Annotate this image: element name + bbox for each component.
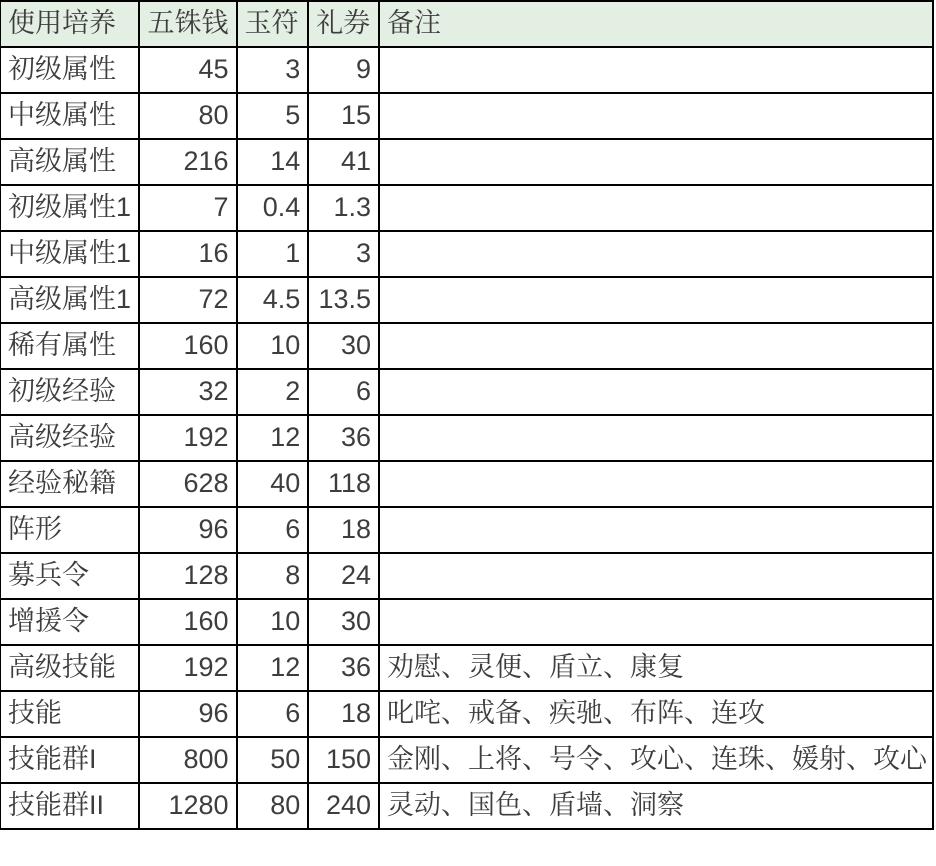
table-row — [0, 93, 933, 139]
row-label-cell: 增援令 — [0, 599, 139, 645]
row-label-cell: 高级技能 — [0, 645, 139, 691]
table-row — [0, 645, 933, 691]
wuzhu-value-cell: 96 — [139, 507, 236, 553]
table-row — [0, 185, 933, 231]
row-label-cell: 高级属性1 — [0, 277, 139, 323]
wuzhu-value-cell: 192 — [139, 645, 236, 691]
yufu-value-cell: 4.5 — [237, 277, 309, 323]
table-row — [0, 139, 933, 185]
wuzhu-value-cell: 96 — [139, 691, 236, 737]
table-row — [0, 553, 933, 599]
wuzhu-value-cell: 1280 — [139, 783, 236, 829]
row-label-cell: 高级属性 — [0, 139, 139, 185]
yufu-value-cell: 3 — [237, 47, 309, 93]
table-row — [0, 599, 933, 645]
yufu-value-cell: 12 — [237, 645, 309, 691]
liquan-value-cell: 36 — [308, 415, 379, 461]
table-row — [0, 323, 933, 369]
yufu-value-cell: 50 — [237, 737, 309, 783]
remark-cell: 灵动、国色、盾墙、洞察 — [379, 783, 933, 829]
row-label-cell: 技能群II — [0, 783, 139, 829]
table-row — [0, 737, 933, 783]
yufu-value-cell: 2 — [237, 369, 309, 415]
remark-cell — [379, 461, 933, 507]
liquan-value-cell: 18 — [308, 507, 379, 553]
header-cell-usage: 使用培养 — [0, 1, 139, 47]
row-label-cell: 初级属性1 — [0, 185, 139, 231]
header-cell-remark: 备注 — [379, 1, 933, 47]
yufu-value-cell: 12 — [237, 415, 309, 461]
yufu-value-cell: 80 — [237, 783, 309, 829]
liquan-value-cell: 41 — [308, 139, 379, 185]
yufu-value-cell: 1 — [237, 231, 309, 277]
table-row — [0, 783, 933, 829]
liquan-value-cell: 13.5 — [308, 277, 379, 323]
remark-cell: 金刚、上将、号令、攻心、连珠、媛射、攻心 — [379, 737, 933, 783]
row-label-cell: 经验秘籍 — [0, 461, 139, 507]
liquan-value-cell: 24 — [308, 553, 379, 599]
table-row — [0, 231, 933, 277]
liquan-value-cell: 6 — [308, 369, 379, 415]
wuzhu-value-cell: 160 — [139, 323, 236, 369]
yufu-value-cell: 10 — [237, 323, 309, 369]
liquan-value-cell: 240 — [308, 783, 379, 829]
liquan-value-cell: 15 — [308, 93, 379, 139]
wuzhu-value-cell: 45 — [139, 47, 236, 93]
liquan-value-cell: 118 — [308, 461, 379, 507]
remark-cell — [379, 185, 933, 231]
yufu-value-cell: 10 — [237, 599, 309, 645]
table-row — [0, 461, 933, 507]
row-label-cell: 技能 — [0, 691, 139, 737]
remark-cell — [379, 599, 933, 645]
yufu-value-cell: 14 — [237, 139, 309, 185]
remark-cell: 叱咤、戒备、疾驰、布阵、连攻 — [379, 691, 933, 737]
row-label-cell: 阵形 — [0, 507, 139, 553]
wuzhu-value-cell: 32 — [139, 369, 236, 415]
wuzhu-value-cell: 16 — [139, 231, 236, 277]
remark-cell: 劝慰、灵便、盾立、康复 — [379, 645, 933, 691]
table-row — [0, 277, 933, 323]
liquan-value-cell: 30 — [308, 599, 379, 645]
table-row — [0, 369, 933, 415]
wuzhu-value-cell: 216 — [139, 139, 236, 185]
yufu-value-cell: 6 — [237, 691, 309, 737]
liquan-value-cell: 150 — [308, 737, 379, 783]
table-row — [0, 415, 933, 461]
remark-cell — [379, 139, 933, 185]
row-label-cell: 初级经验 — [0, 369, 139, 415]
wuzhu-value-cell: 128 — [139, 553, 236, 599]
liquan-value-cell: 3 — [308, 231, 379, 277]
wuzhu-value-cell: 72 — [139, 277, 236, 323]
remark-cell — [379, 93, 933, 139]
table-row — [0, 691, 933, 737]
row-label-cell: 募兵令 — [0, 553, 139, 599]
header-row — [0, 1, 933, 47]
wuzhu-value-cell: 192 — [139, 415, 236, 461]
header-cell-yufu: 玉符 — [237, 1, 309, 47]
wuzhu-value-cell: 80 — [139, 93, 236, 139]
liquan-value-cell: 36 — [308, 645, 379, 691]
header-cell-liquan: 礼券 — [308, 1, 379, 47]
remark-cell — [379, 507, 933, 553]
liquan-value-cell: 9 — [308, 47, 379, 93]
row-label-cell: 高级经验 — [0, 415, 139, 461]
row-label-cell: 中级属性1 — [0, 231, 139, 277]
remark-cell — [379, 415, 933, 461]
liquan-value-cell: 30 — [308, 323, 379, 369]
yufu-value-cell: 8 — [237, 553, 309, 599]
remark-cell — [379, 277, 933, 323]
wuzhu-value-cell: 628 — [139, 461, 236, 507]
table-row — [0, 507, 933, 553]
liquan-value-cell: 18 — [308, 691, 379, 737]
yufu-value-cell: 0.4 — [237, 185, 309, 231]
yufu-value-cell: 5 — [237, 93, 309, 139]
wuzhu-value-cell: 7 — [139, 185, 236, 231]
remark-cell — [379, 369, 933, 415]
header-cell-wuzhu: 五铢钱 — [139, 1, 236, 47]
remark-cell — [379, 231, 933, 277]
remark-cell — [379, 323, 933, 369]
liquan-value-cell: 1.3 — [308, 185, 379, 231]
row-label-cell: 稀有属性 — [0, 323, 139, 369]
wuzhu-value-cell: 800 — [139, 737, 236, 783]
wuzhu-value-cell: 160 — [139, 599, 236, 645]
remark-cell — [379, 47, 933, 93]
row-label-cell: 技能群I — [0, 737, 139, 783]
table-row — [0, 47, 933, 93]
row-label-cell: 初级属性 — [0, 47, 139, 93]
yufu-value-cell: 40 — [237, 461, 309, 507]
remark-cell — [379, 553, 933, 599]
row-label-cell: 中级属性 — [0, 93, 139, 139]
yufu-value-cell: 6 — [237, 507, 309, 553]
table-body — [0, 47, 933, 829]
